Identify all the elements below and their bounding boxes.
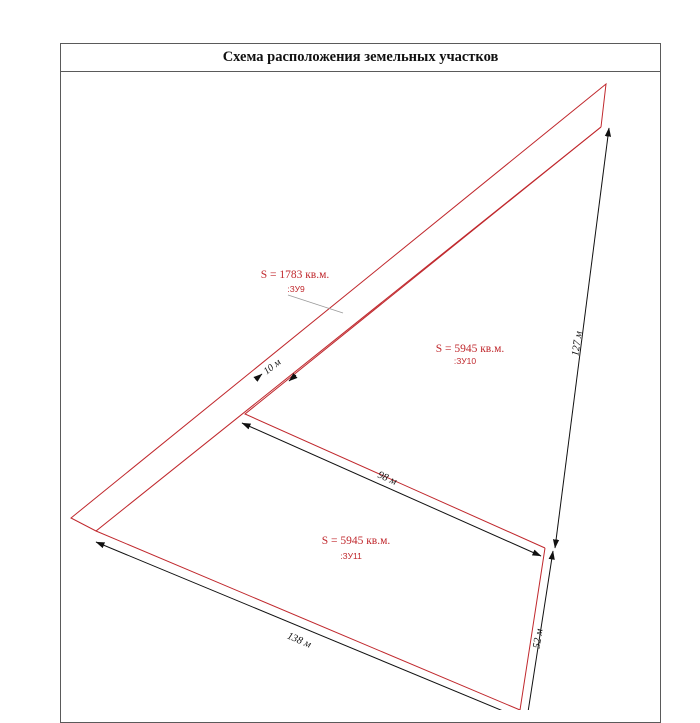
zu11-id-label: :ЗУ11 [340,551,362,561]
dim-label-52: 52 м [531,627,546,650]
dim-label-10: 10 м [261,356,284,378]
zu9-id-label: :ЗУ9 [287,284,305,294]
zu10-boundary [245,127,601,548]
zu11-boundary [96,531,545,710]
dim-line-138 [96,542,520,710]
scheme-title: Схема расположения земельных участков [222,49,499,65]
dim-tick-10-left [256,374,262,379]
zu10-id-label: :ЗУ10 [453,356,477,366]
dim-label-98: 98 м [375,469,399,488]
dim-label-127: 127 м [570,330,585,357]
zu9-strip-boundary [71,84,606,531]
zu11-area-label: S = 5945 кв.м. [321,535,391,547]
zu9-area-label: S = 1783 кв.м. [260,269,330,281]
zu10-area-label: S = 5945 кв.м. [435,343,505,355]
dim-label-138: 138 м [285,630,313,651]
dim-line-98 [242,423,541,556]
